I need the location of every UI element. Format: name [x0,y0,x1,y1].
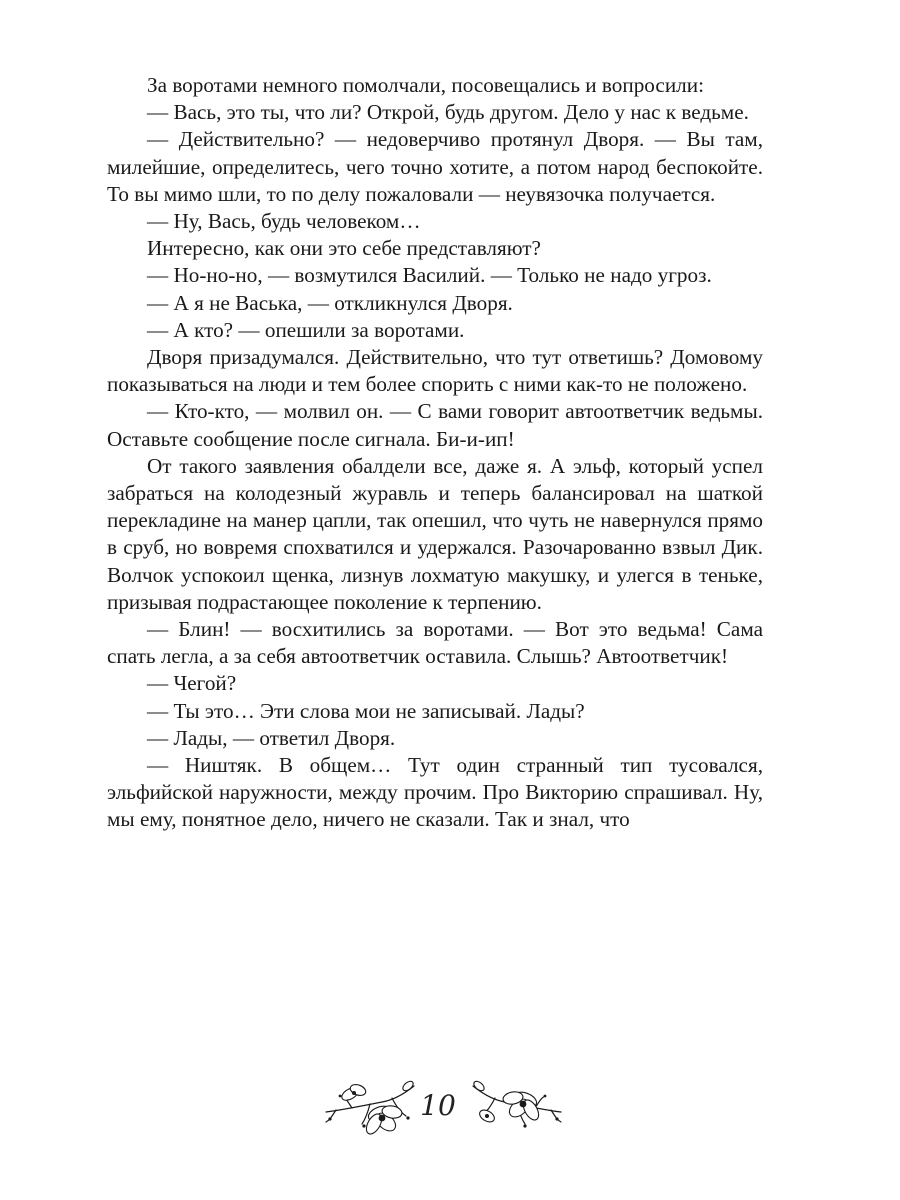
paragraph: Дворя призадумался. Действительно, что тут ответишь? Домовому показываться на люди и тем более спорить с ними как-то не положено. [107,345,763,397]
paragraph: — Ну, Вась, будь человеком… [147,209,421,234]
paragraph: От такого заявления обалдели все, даже я. А эльф, который успел забраться на колодезный журавль и теперь балансировал на шаткой перекладине на манер цапли, так опешил, что чуть не навернулся прямо в сруб, но вовремя спохватился и удержался. Разочарованно взвыл Дик. Волчок успокоил щенка, лизнув лохматую макушку, и улегся в теньке, призывая подрастающее поколение к терпению. [107,453,763,614]
paragraph: — Лады, — ответил Дворя. [147,725,396,750]
magnolia-branch-icon [465,1072,565,1142]
page-body [107,72,763,834]
magnolia-branch-icon [322,1072,422,1142]
page-number: 10 [420,1089,456,1122]
page-footer [0,1072,900,1142]
paragraph: — А я не Васька, — откликнулся Дворя. [147,290,513,315]
paragraph: — Ты это… Эти слова мои не записывай. Лады? [147,698,585,723]
paragraph: — Но-но-но, — возмутился Василий. — Только не надо угроз. [147,263,712,288]
paragraph: — Блин! — восхитились за воротами. — Вот это ведьма! Сама спать легла, а за себя автоответчик оставила. Слышь? Автоответчик! [107,617,763,669]
paragraph: — Ништяк. В общем… Тут один странный тип тусовался, эльфийской наружности, между прочим. Про Викторию спрашивал. Ну, мы ему, понятное дело, ничего не сказали. Так и знал, что [107,753,763,832]
paragraph: — Кто-кто, — молвил он. — С вами говорит автоответчик ведьмы. Оставьте сообщение после сигнала. Би-и-ип! [107,399,763,451]
paragraph: Интересно, как они это себе представляют? [147,236,541,261]
paragraph: — Действительно? — недоверчиво протянул Дворя. — Вы там, милейшие, определитесь, чего точно хотите, а потом народ беспокойте. То вы мимо шли, то по делу пожаловали — неувязочка получается. [107,127,763,206]
paragraph: За воротами немного помолчали, посовещались и вопросили: [147,73,704,97]
paragraph: — Чегой? [147,671,237,696]
paragraph: — Вась, это ты, что ли? Открой, будь другом. Дело у нас к ведьме. [147,100,749,125]
paragraph: — А кто? — опешили за воротами. [147,317,465,342]
